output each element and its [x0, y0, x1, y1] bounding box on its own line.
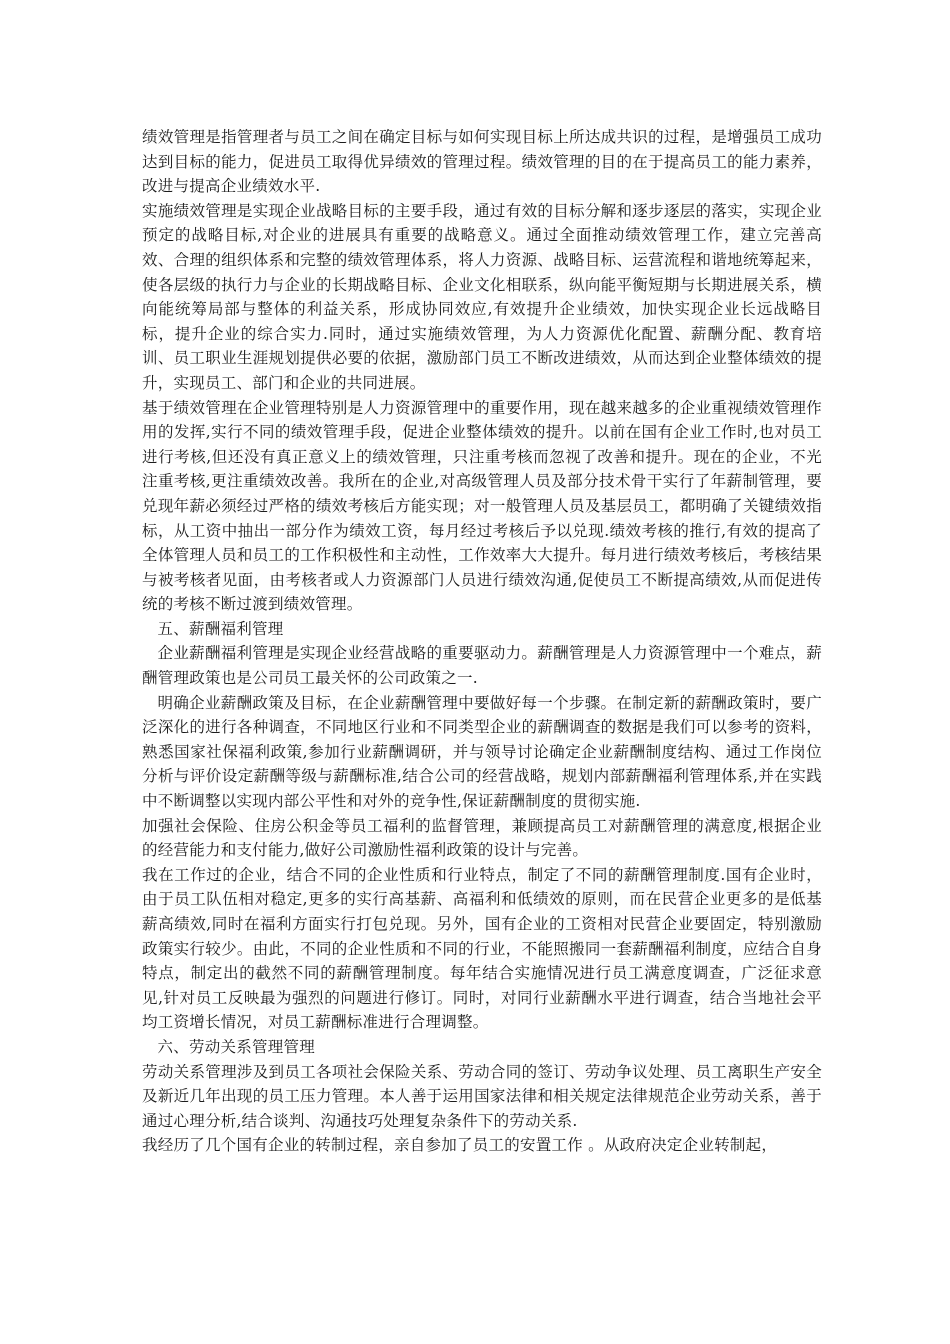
paragraph-compensation-intro: 企业薪酬福利管理是实现企业经营战略的重要驱动力。薪酬管理是人力资源管理中一个难点，薪酬管理政策也是公司员工最关怀的公司政策之一. [142, 644, 822, 688]
section-heading-labor-relations: 六、劳动关系管理管理 [157, 1037, 316, 1056]
paragraph-performance-practice: 基于绩效管理在企业管理特别是人力资源管理中的重要作用，现在越来越多的企业重视绩效管理作用的发挥,实行不同的绩效管理手段，促进企业整体绩效的提升。以前在国有企业工作时,也对员工进行考核,但还没有真正意义上的绩效管理，只注重考核而忽视了改善和提升。现在的企业，不光注重考核,更注重绩效改善。我所在的企业,对高级管理人员及部分技术骨干实行了年薪制管理，要兑现年薪必须经过严格的绩效考核后方能实现；对一般管理人员及基层员工，都明确了关键绩效指标，从工资中抽出一部分作为绩效工资，每月经过考核后予以兑现.绩效考核的推行,有效的提高了全体管理人员和员工的工作积极性和主动性，工作效率大大提升。每月进行绩效考核后，考核结果与被考核者见面，由考核者或人力资源部门人员进行绩效沟通,促使员工不断提高绩效,从而促进传统的考核不断过渡到绩效管理。 [142, 398, 822, 614]
paragraph-compensation-experience: 我在工作过的企业，结合不同的企业性质和行业特点，制定了不同的薪酬管理制度.国有企业时，由于员工队伍相对稳定,更多的实行高基薪、高福利和低绩效的原则，而在民营企业更多的是低基薪高绩效,同时在福利方面实行打包兑现。另外，国有企业的工资相对民营企业要固定，特别激励政策实行较少。由此，不同的企业性质和不同的行业，不能照搬同一套薪酬福利制度，应结合自身特点，制定出的截然不同的薪酬管理制度。每年结合实施情况进行员工满意度调查，广泛征求意见,针对员工反映最为强烈的问题进行修订。同时，对同行业薪酬水平进行调查，结合当地社会平均工资增长情况，对员工薪酬标准进行合理调整。 [142, 865, 822, 1032]
paragraph-restructuring-experience: 我经历了几个国有企业的转制过程，亲自参加了员工的安置工作 。从政府决定企业转制起， [142, 1136, 778, 1155]
paragraph-compensation-policy: 明确企业薪酬政策及目标，在企业薪酬管理中要做好每一个步骤。在制定新的薪酬政策时，要广泛深化的进行各种调查，不同地区行业和不同类型企业的薪酬调查的数据是我们可以参考的资料，熟悉国家社保福利政策,参加行业薪酬调研，并与领导讨论确定企业薪酬制度结构、通过工作岗位分析与评价设定薪酬等级与薪酬标准,结合公司的经营战略，规划内部薪酬福利管理体系,并在实践中不断调整以实现内部公平性和对外的竞争性,保证薪酬制度的贯彻实施. [142, 693, 822, 811]
paragraph-performance-implementation: 实施绩效管理是实现企业战略目标的主要手段，通过有效的目标分解和逐步逐层的落实，实现企业预定的战略目标,对企业的进展具有重要的战略意义。通过全面推动绩效管理工作，建立完善高效、合理的组织体系和完整的绩效管理体系，将人力资源、战略目标、运营流程和谐地统筹起来，使各层级的执行力与企业的长期战略目标、企业文化相联系，纵向能平衡短期与长期进展关系，横向能统筹局部与整体的利益关系，形成协同效应,有效提升企业绩效，加快实现企业长远战略目标，提升企业的综合实力.同时，通过实施绩效管理，为人力资源优化配置、薪酬分配、教育培训、员工职业生涯规划提供必要的依据，激励部门员工不断改进绩效，从而达到企业整体绩效的提升，实现员工、部门和企业的共同进展。 [142, 201, 822, 392]
section-heading-compensation: 五、薪酬福利管理 [157, 619, 284, 638]
paragraph-performance-definition: 绩效管理是指管理者与员工之间在确定目标与如何实现目标上所达成共识的过程，是增强员工成功达到目标的能力，促进员工取得优异绩效的管理过程。绩效管理的目的在于提高员工的能力素养，改进与提高企业绩效水平. [142, 128, 822, 196]
paragraph-labor-relations: 劳动关系管理涉及到员工各项社会保险关系、劳动合同的签订、劳动争议处理、员工离职生产安全及新近几年出现的员工压力管理。本人善于运用国家法律和相关规定法律规范企业劳动关系，善于通过心理分析,结合谈判、沟通技巧处理复杂条件下的劳动关系. [142, 1062, 822, 1130]
document-body [142, 125, 822, 1158]
paragraph-welfare-supervision: 加强社会保险、住房公积金等员工福利的监督管理，兼顾提高员工对薪酬管理的满意度,根据企业的经营能力和支付能力,做好公司激励性福利政策的设计与完善。 [142, 816, 822, 860]
